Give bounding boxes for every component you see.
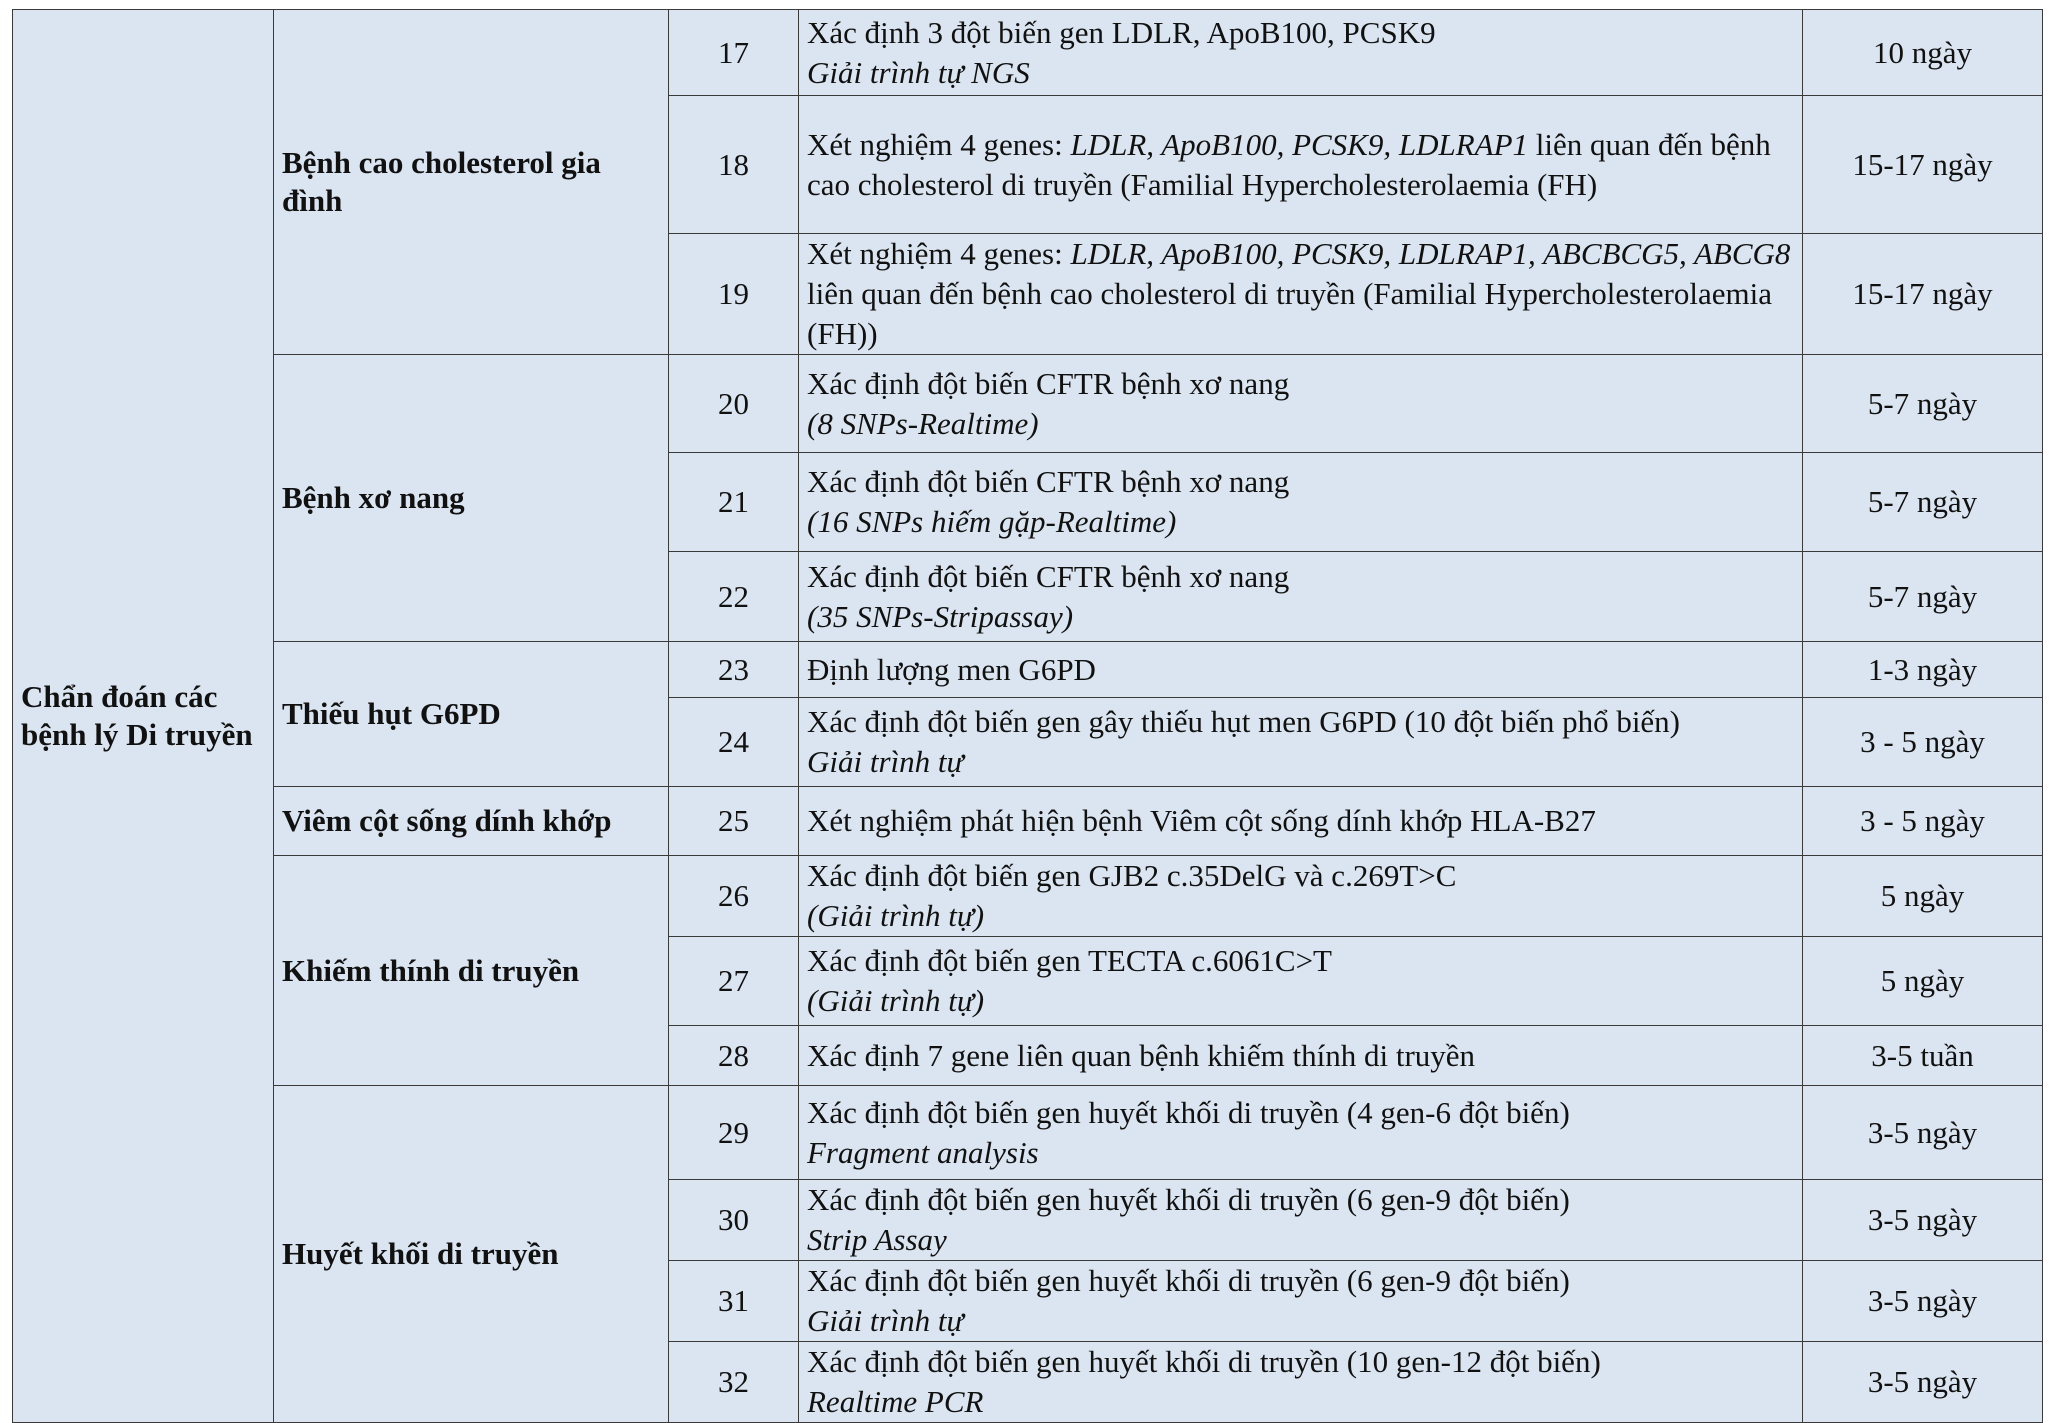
table-row xyxy=(13,642,2043,698)
turnaround-time: 1-3 ngày xyxy=(1803,642,2043,698)
turnaround-time: 5-7 ngày xyxy=(1803,552,2043,642)
test-description xyxy=(799,1180,1803,1261)
turnaround-time: 3-5 ngày xyxy=(1803,1086,2043,1180)
test-method: Fragment analysis xyxy=(807,1134,1039,1170)
test-table xyxy=(12,9,2043,1423)
row-number: 30 xyxy=(669,1180,799,1261)
test-description xyxy=(799,698,1803,787)
test-description xyxy=(799,856,1803,937)
test-description xyxy=(799,1342,1803,1423)
table-row xyxy=(13,1086,2043,1180)
test-name: Xác định 7 gene liên quan bệnh khiếm thính di truyền xyxy=(807,1037,1476,1073)
table-row xyxy=(13,856,2043,937)
test-name: Xác định đột biến gen huyết khối di truyền (6 gen-9 đột biến) xyxy=(807,1263,1570,1298)
group-label: Bệnh cao cholesterol gia đình xyxy=(282,145,601,218)
row-number: 17 xyxy=(669,10,799,96)
category-label: Chẩn đoán các bệnh lý Di truyền xyxy=(21,679,253,752)
test-description xyxy=(799,453,1803,552)
row-number: 26 xyxy=(669,856,799,937)
test-description xyxy=(799,787,1803,856)
turnaround-time: 5 ngày xyxy=(1803,856,2043,937)
table-row xyxy=(13,355,2043,453)
test-description xyxy=(799,1261,1803,1342)
row-number: 31 xyxy=(669,1261,799,1342)
turnaround-time: 3-5 ngày xyxy=(1803,1342,2043,1423)
row-number: 21 xyxy=(669,453,799,552)
group-cell xyxy=(274,1086,669,1423)
test-description xyxy=(799,1026,1803,1086)
turnaround-time: 5-7 ngày xyxy=(1803,355,2043,453)
group-cell xyxy=(274,10,669,355)
test-name: Định lượng men G6PD xyxy=(807,651,1096,687)
test-method: Realtime PCR xyxy=(807,1384,984,1419)
row-number: 28 xyxy=(669,1026,799,1086)
test-description xyxy=(799,10,1803,96)
group-label: Huyết khối di truyền xyxy=(282,1236,559,1271)
row-number: 23 xyxy=(669,642,799,698)
table-row xyxy=(13,10,2043,96)
turnaround-time: 3 - 5 ngày xyxy=(1803,787,2043,856)
gene-list: LDLR, ApoB100, PCSK9, LDLRAP1, ABCBCG5, ABCG8 xyxy=(1070,236,1791,271)
test-name: Xác định đột biến CFTR bệnh xơ nang xyxy=(807,464,1290,499)
group-label: Thiếu hụt G6PD xyxy=(282,696,501,731)
row-number: 29 xyxy=(669,1086,799,1180)
test-description xyxy=(799,96,1803,234)
turnaround-time: 10 ngày xyxy=(1803,10,2043,96)
row-number: 22 xyxy=(669,552,799,642)
test-name-prefix: Xét nghiệm 4 genes: xyxy=(807,126,1071,162)
test-name: Xác định đột biến gen huyết khối di truyền (4 gen-6 đột biến) xyxy=(807,1094,1570,1130)
test-name: Xác định đột biến gen huyết khối di truyền (10 gen-12 đột biến) xyxy=(807,1344,1601,1379)
test-method: (8 SNPs-Realtime) xyxy=(807,405,1039,441)
test-method: Strip Assay xyxy=(807,1222,947,1257)
test-name: Xác định đột biến gen GJB2 c.35DelG và c.269T>C xyxy=(807,858,1457,893)
turnaround-time: 5 ngày xyxy=(1803,937,2043,1026)
group-cell xyxy=(274,355,669,642)
test-description xyxy=(799,355,1803,453)
test-method: (35 SNPs-Stripassay) xyxy=(807,598,1074,634)
test-method: Giải trình tự xyxy=(807,1303,964,1338)
test-name: Xác định đột biến CFTR bệnh xơ nang xyxy=(807,365,1290,401)
test-name-suffix: liên quan đến bệnh cao cholesterol di truyền (Familial Hypercholesterolaemia (FH)) xyxy=(807,276,1772,351)
turnaround-time: 3-5 ngày xyxy=(1803,1261,2043,1342)
turnaround-time: 15-17 ngày xyxy=(1803,234,2043,355)
row-number: 32 xyxy=(669,1342,799,1423)
row-number: 20 xyxy=(669,355,799,453)
turnaround-time: 5-7 ngày xyxy=(1803,453,2043,552)
test-method: (Giải trình tự) xyxy=(807,898,985,933)
test-method: Giải trình tự NGS xyxy=(807,54,1030,90)
test-description xyxy=(799,937,1803,1026)
test-description xyxy=(799,642,1803,698)
row-number: 25 xyxy=(669,787,799,856)
gene-list: LDLR, ApoB100, PCSK9, LDLRAP1 xyxy=(1070,126,1529,162)
turnaround-time: 15-17 ngày xyxy=(1803,96,2043,234)
test-method: (16 SNPs hiếm gặp-Realtime) xyxy=(807,504,1177,539)
row-number: 18 xyxy=(669,96,799,234)
group-cell xyxy=(274,856,669,1086)
test-method: (Giải trình tự) xyxy=(807,983,985,1018)
group-cell xyxy=(274,642,669,787)
test-description xyxy=(799,552,1803,642)
test-name: Xét nghiệm phát hiện bệnh Viêm cột sống dính khớp HLA-B27 xyxy=(807,803,1596,838)
test-name: Xác định 3 đột biến gen LDLR, ApoB100, PCSK9 xyxy=(807,14,1436,50)
turnaround-time: 3-5 tuần xyxy=(1803,1026,2043,1086)
test-description xyxy=(799,234,1803,355)
group-label: Khiếm thính di truyền xyxy=(282,952,580,988)
table-row xyxy=(13,787,2043,856)
test-name-suffix: liên quan đến bệnh cao cholesterol di truyền (Familial Hypercholesterolaemia (FH) xyxy=(807,126,1771,202)
turnaround-time: 3-5 ngày xyxy=(1803,1180,2043,1261)
turnaround-time: 3 - 5 ngày xyxy=(1803,698,2043,787)
category-cell xyxy=(13,10,274,1423)
test-name: Xác định đột biến gen huyết khối di truyền (6 gen-9 đột biến) xyxy=(807,1182,1570,1217)
test-name-prefix: Xét nghiệm 4 genes: xyxy=(807,236,1071,271)
row-number: 19 xyxy=(669,234,799,355)
test-name: Xác định đột biến CFTR bệnh xơ nang xyxy=(807,558,1290,594)
group-label: Viêm cột sống dính khớp xyxy=(282,803,612,838)
row-number: 24 xyxy=(669,698,799,787)
row-number: 27 xyxy=(669,937,799,1026)
test-name: Xác định đột biến gen gây thiếu hụt men G6PD (10 đột biến phổ biến) xyxy=(807,704,1681,739)
test-method: Giải trình tự xyxy=(807,744,964,779)
test-description xyxy=(799,1086,1803,1180)
group-label: Bệnh xơ nang xyxy=(282,480,465,515)
test-name: Xác định đột biến gen TECTA c.6061C>T xyxy=(807,943,1332,978)
group-cell xyxy=(274,787,669,856)
